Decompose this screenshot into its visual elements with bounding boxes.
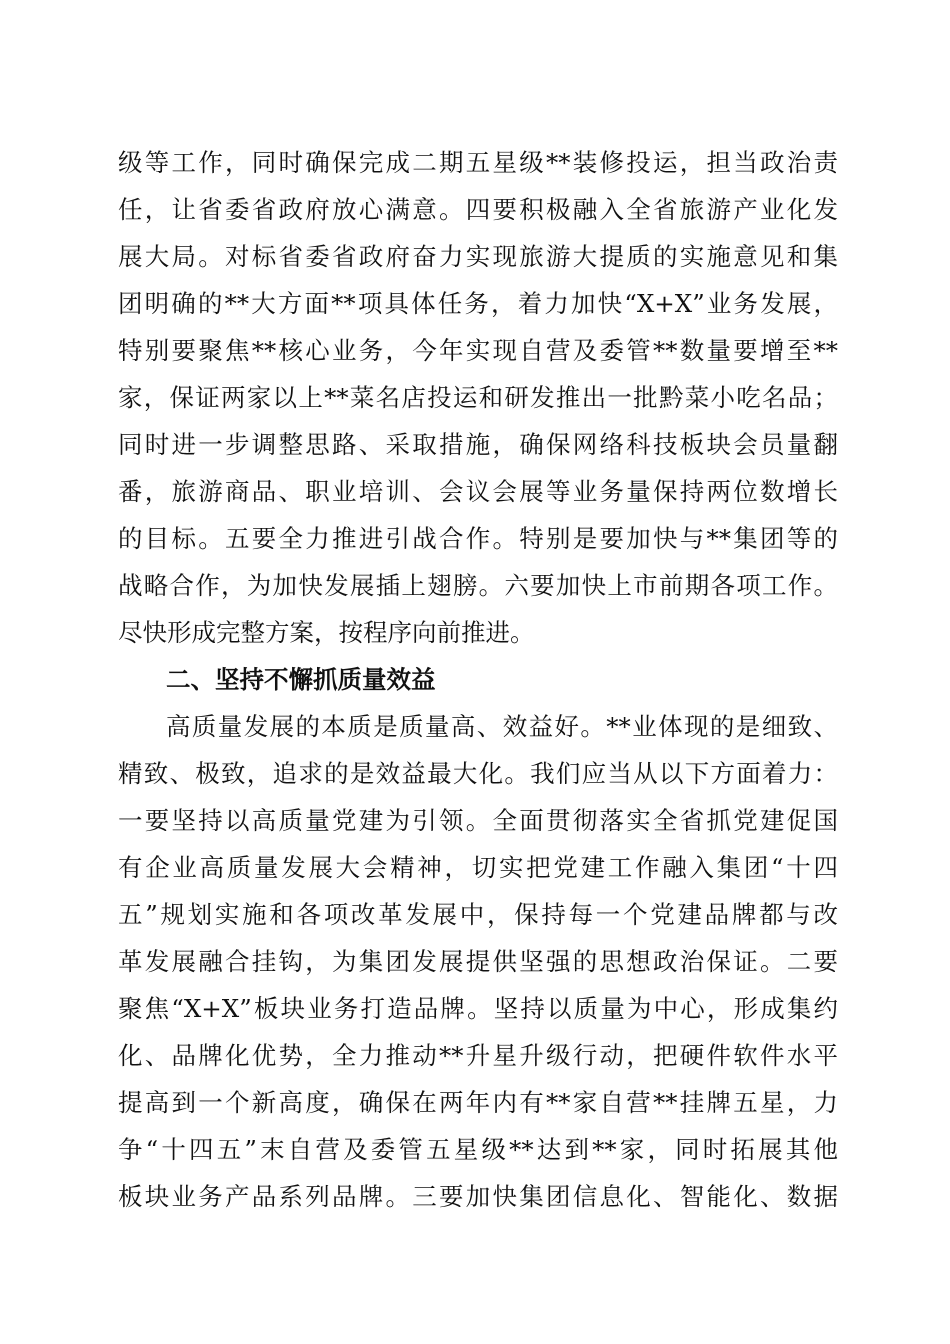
text-line: 展大局。对标省委省政府奋力实现旅游大提质的实施意见和集 — [118, 242, 838, 271]
text-line: 家，保证两家以上**菜名店投运和研发推出一批黔菜小吃名品； — [118, 383, 838, 412]
text-line: 的目标。五要全力推进引战合作。特别是要加快与**集团等的 — [118, 524, 838, 553]
section-heading: 二、坚持不懈抓质量效益 — [166, 665, 436, 694]
text-line: 提高到一个新高度，确保在两年内有**家自营**挂牌五星，力 — [118, 1088, 838, 1117]
text-line: 任，让省委省政府放心满意。四要积极融入全省旅游产业化发 — [118, 195, 838, 224]
text-line: 高质量发展的本质是质量高、效益好。**业体现的是细致、 — [166, 712, 838, 741]
text-line: 有企业高质量发展大会精神，切实把党建工作融入集团“十四 — [118, 853, 838, 882]
text-line: 聚焦“X+X”板块业务打造品牌。坚持以质量为中心，形成集约 — [118, 994, 838, 1023]
text-line: 特别要聚焦**核心业务，今年实现自营及委管**数量要增至** — [118, 336, 838, 365]
text-line: 团明确的**大方面**项具体任务，着力加快“X+X”业务发展， — [118, 289, 838, 318]
text-line: 板块业务产品系列品牌。三要加快集团信息化、智能化、数据 — [118, 1182, 838, 1211]
text-line: 争“十四五”末自营及委管五星级**达到**家，同时拓展其他 — [118, 1135, 838, 1164]
text-line: 化、品牌化优势，全力推动**升星升级行动，把硬件软件水平 — [118, 1041, 838, 1070]
text-line: 五”规划实施和各项改革发展中，保持每一个党建品牌都与改 — [118, 900, 838, 929]
text-line: 革发展融合挂钩，为集团发展提供坚强的思想政治保证。二要 — [118, 947, 838, 976]
text-line: 精致、极致，追求的是效益最大化。我们应当从以下方面着力： — [118, 759, 838, 788]
text-line: 战略合作，为加快发展插上翅膀。六要加快上市前期各项工作。 — [118, 571, 838, 600]
text-line: 一要坚持以高质量党建为引领。全面贯彻落实全省抓党建促国 — [118, 806, 838, 835]
text-line: 级等工作，同时确保完成二期五星级**装修投运，担当政治责 — [118, 148, 838, 177]
text-line: 番，旅游商品、职业培训、会议会展等业务量保持两位数增长 — [118, 477, 838, 506]
text-line: 尽快形成完整方案，按程序向前推进。 — [118, 618, 535, 647]
text-line: 同时进一步调整思路、采取措施，确保网络科技板块会员量翻 — [118, 430, 838, 459]
